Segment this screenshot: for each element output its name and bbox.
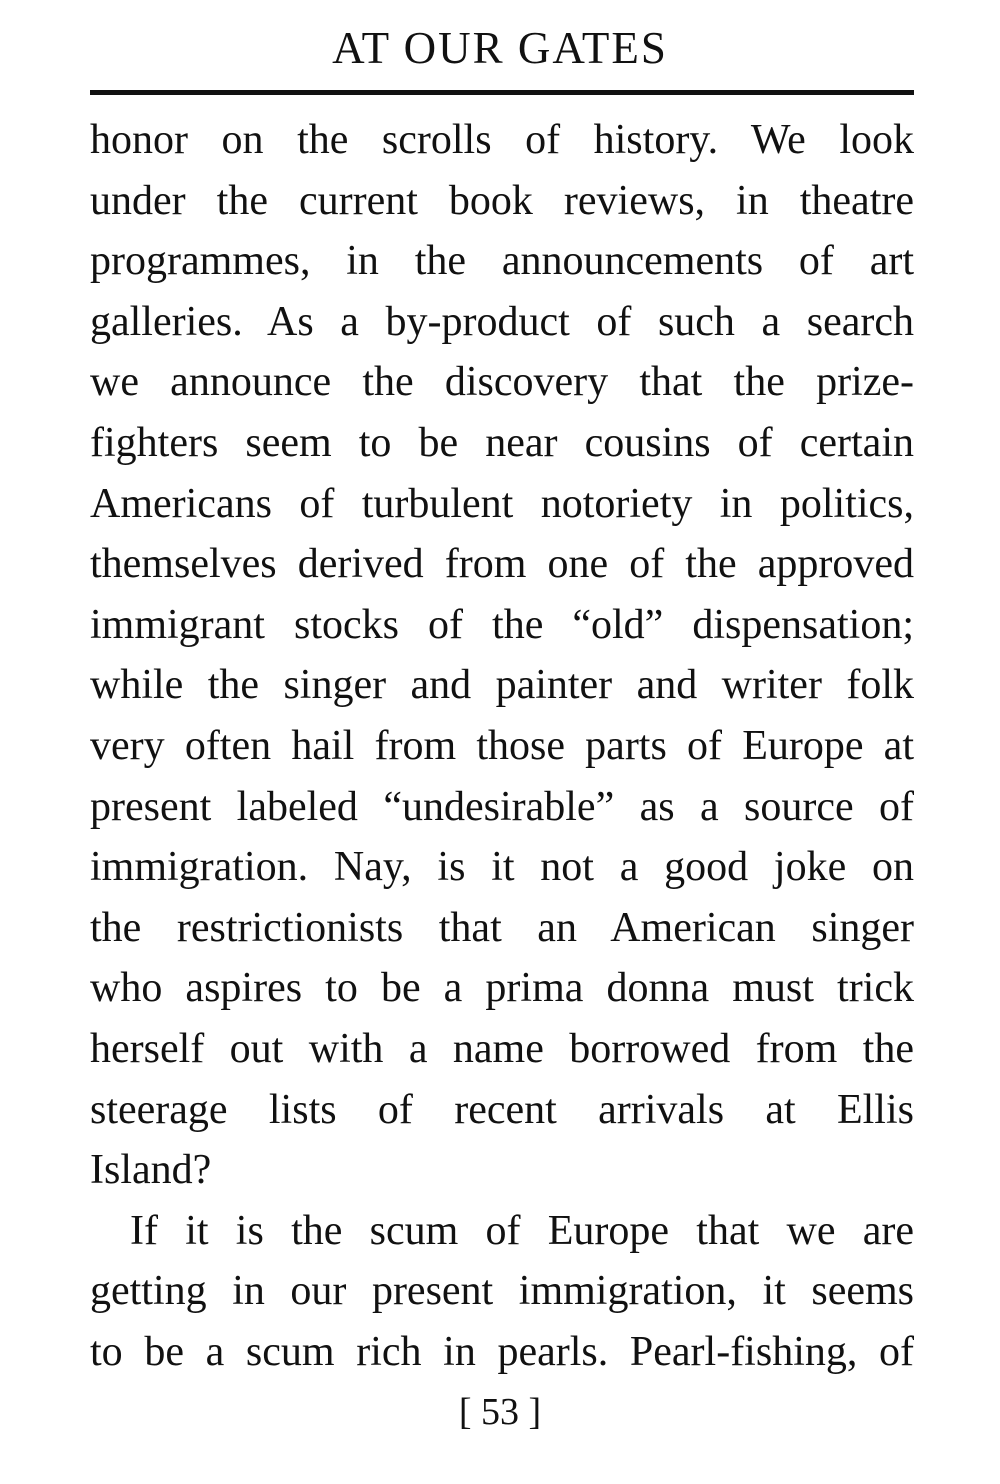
text-line: who aspires to be a prima donna must trick	[90, 965, 914, 1012]
text-line: honor on the scrolls of history. We look	[90, 117, 914, 163]
body-text	[90, 110, 914, 1382]
text-line: while the singer and painter and writer folk	[90, 662, 914, 709]
text-line: to be a scum rich in pearls. Pearl-fishing, of	[90, 1328, 914, 1375]
text-line: immigrant stocks of the “old” dispensation;	[90, 601, 914, 648]
text-line: fighters seem to be near cousins of certain	[90, 419, 914, 466]
text-line: themselves derived from one of the approved	[90, 541, 914, 588]
text-line: galleries. As a by-product of such a search	[90, 298, 914, 345]
header-rule	[90, 90, 914, 95]
text-line: the restrictionists that an American singer	[90, 904, 914, 951]
text-line: under the current book reviews, in theatre	[90, 177, 914, 224]
text-line: we announce the discovery that the prize-	[90, 359, 914, 406]
text-line: herself out with a name borrowed from the	[90, 1025, 914, 1072]
text-line: steerage lists of recent arrivals at Ellis	[90, 1086, 914, 1133]
text-line: very often hail from those parts of Europe at	[90, 722, 914, 769]
text-line: getting in our present immigration, it seems	[90, 1268, 914, 1315]
page-number: [ 53 ]	[458, 1391, 542, 1433]
running-title: AT OUR GATES	[332, 23, 668, 73]
paragraph-first-line: If it is the scum of Europe that we are	[130, 1207, 914, 1254]
paragraph-end-line: Island?	[90, 1147, 212, 1194]
text-line: programmes, in the announcements of art	[90, 238, 914, 285]
text-line: immigration. Nay, is it not a good joke on	[90, 844, 914, 891]
text-line: Americans of turbulent notoriety in politics,	[90, 480, 914, 527]
text-line: present labeled “undesirable” as a source of	[90, 783, 914, 830]
